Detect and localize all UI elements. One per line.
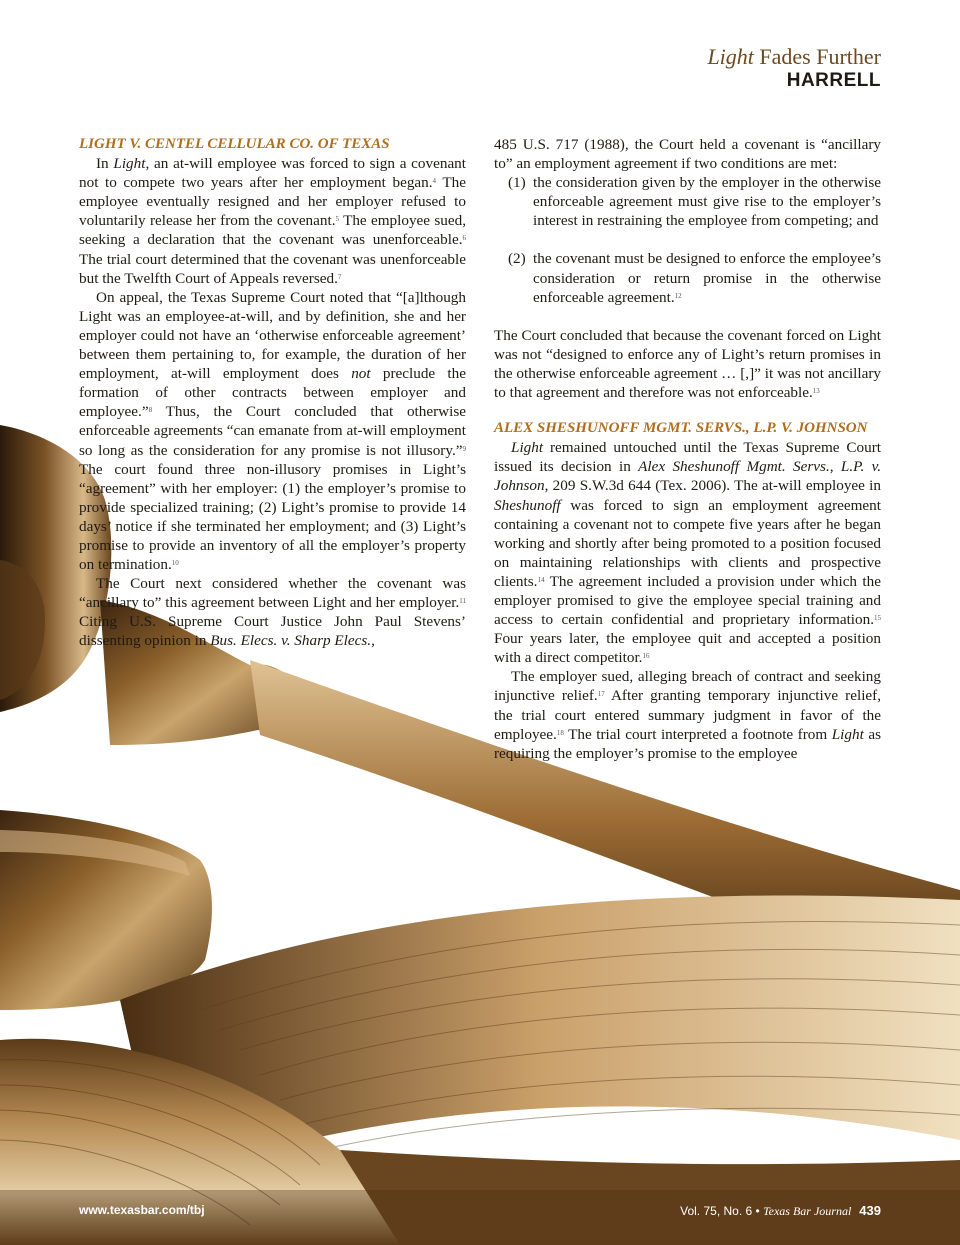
paragraph-light-2: On appeal, the Texas Supreme Court noted that “[a]lthough Light was an employee-at-will, and by definition, she and her employer could not have an ‘otherwise enforceable agreement’ between them pertaining to, for example, the duration of her employment, at-will employment does not preclude the formation of other contracts between employer and employee.”$^8$ Thus, the Court concluded that otherwise enforceable agreements “can emanate from at-will employment so long as the consideration for any promise is not illusory.”$^9$ The court found three non-illusory promises in Light’s “agreement” with her employer: (1) the employer’s promise to provide specialized training; (2) Light’s promise to provide 14 days’ notice if she terminated her employment; and (3) Light’s promise to provide an inventory of all the employer’s property on termination.$^{10}$ <box>79 288 466 574</box>
page-number: 439 <box>859 1203 881 1218</box>
article-title: Light Fades Further <box>707 44 881 69</box>
paragraph-sheshunoff-1: Light remained untouched until the Texas Supreme Court issued its decision in Alex Sheshunoff Mgmt. Servs., L.P. v. Johnson, 209 S.W.3d 644 (Tex. 2006). The at-will employee in Sheshunoff was forced to sign an employment agreement containing a covenant not to compete five years after he began working and shortly after being promoted to a position focused on maintaining relationships with clients and prospective clients.$^{14}$ The agreement included a provision under which the employer promised to give the employee special training and access to certain confidential and proprietary information.$^{15}$ Four years later, the employee quit and accepted a position with a direct competitor.$^{16}$ <box>494 439 881 667</box>
section-heading-sheshunoff: ALEX SHESHUNOFF MGMT. SERVS., L.P. V. JOHNSON <box>494 420 868 437</box>
list-item: (1) the consideration given by the employer in the otherwise enforceable agreement must give rise to the employer’s interest in restraining the employee from competing; and <box>508 174 881 230</box>
citation-continuation: 485 U.S. 717 (1988), the Court held a covenant is “ancillary to” an employment agreement if two conditions are met: <box>494 136 881 173</box>
left-column <box>79 135 466 651</box>
running-header <box>707 44 881 92</box>
page-footer <box>79 1201 881 1221</box>
paragraph-light-3: The Court next considered whether the covenant was “ancillary to” this agreement between Light and her employer.$^{11}$ Citing U.S. Supreme Court Justice John Paul Stevens’ dissenting opinion in Bus. Elecs. v. Sharp Elecs., <box>79 575 466 650</box>
paragraph-conclusion: The Court concluded that because the covenant forced on Light was not “designed to enforce any of Light’s return promises in the otherwise enforceable agreement … [,]” it was not ancillary to that agreement and therefore was not enforceable.$^{13}$ <box>494 326 881 402</box>
author-name: HARRELL <box>786 70 881 91</box>
issue-info: Vol. 75, No. 6 • Texas Bar Journal 439 <box>680 1203 881 1218</box>
section-heading-light: LIGHT V. CENTEL CELLULAR CO. OF TEXAS <box>79 136 390 152</box>
list-item: (2) the covenant must be designed to enforce the employee’s consideration or return promise in the otherwise enforceable agreement.$^{12}$ <box>508 250 881 306</box>
paragraph-light-1: In Light, an at-will employee was forced to sign a covenant not to compete two years after her employment began.$^4$ The employee eventually resigned and her employer refused to voluntarily release her from the covenant.$^5$ The employee sued, seeking a declaration that the covenant was unenforceable.$^6$ The trial court determined that the covenant was unenforceable but the Twelfth Court of Appeals reversed.$^7$ <box>79 155 466 287</box>
paragraph-sheshunoff-2: The employer sued, alleging breach of contract and seeking injunctive relief.$^{17}$ After granting temporary injunctive relief, the trial court entered summary judgment in favor of the employee.$^{18}$ The trial court interpreted a footnote from Light as requiring the employer’s promise to the employee <box>494 668 882 762</box>
right-column <box>494 135 881 763</box>
website-link[interactable]: www.texasbar.com/tbj <box>79 1203 205 1217</box>
